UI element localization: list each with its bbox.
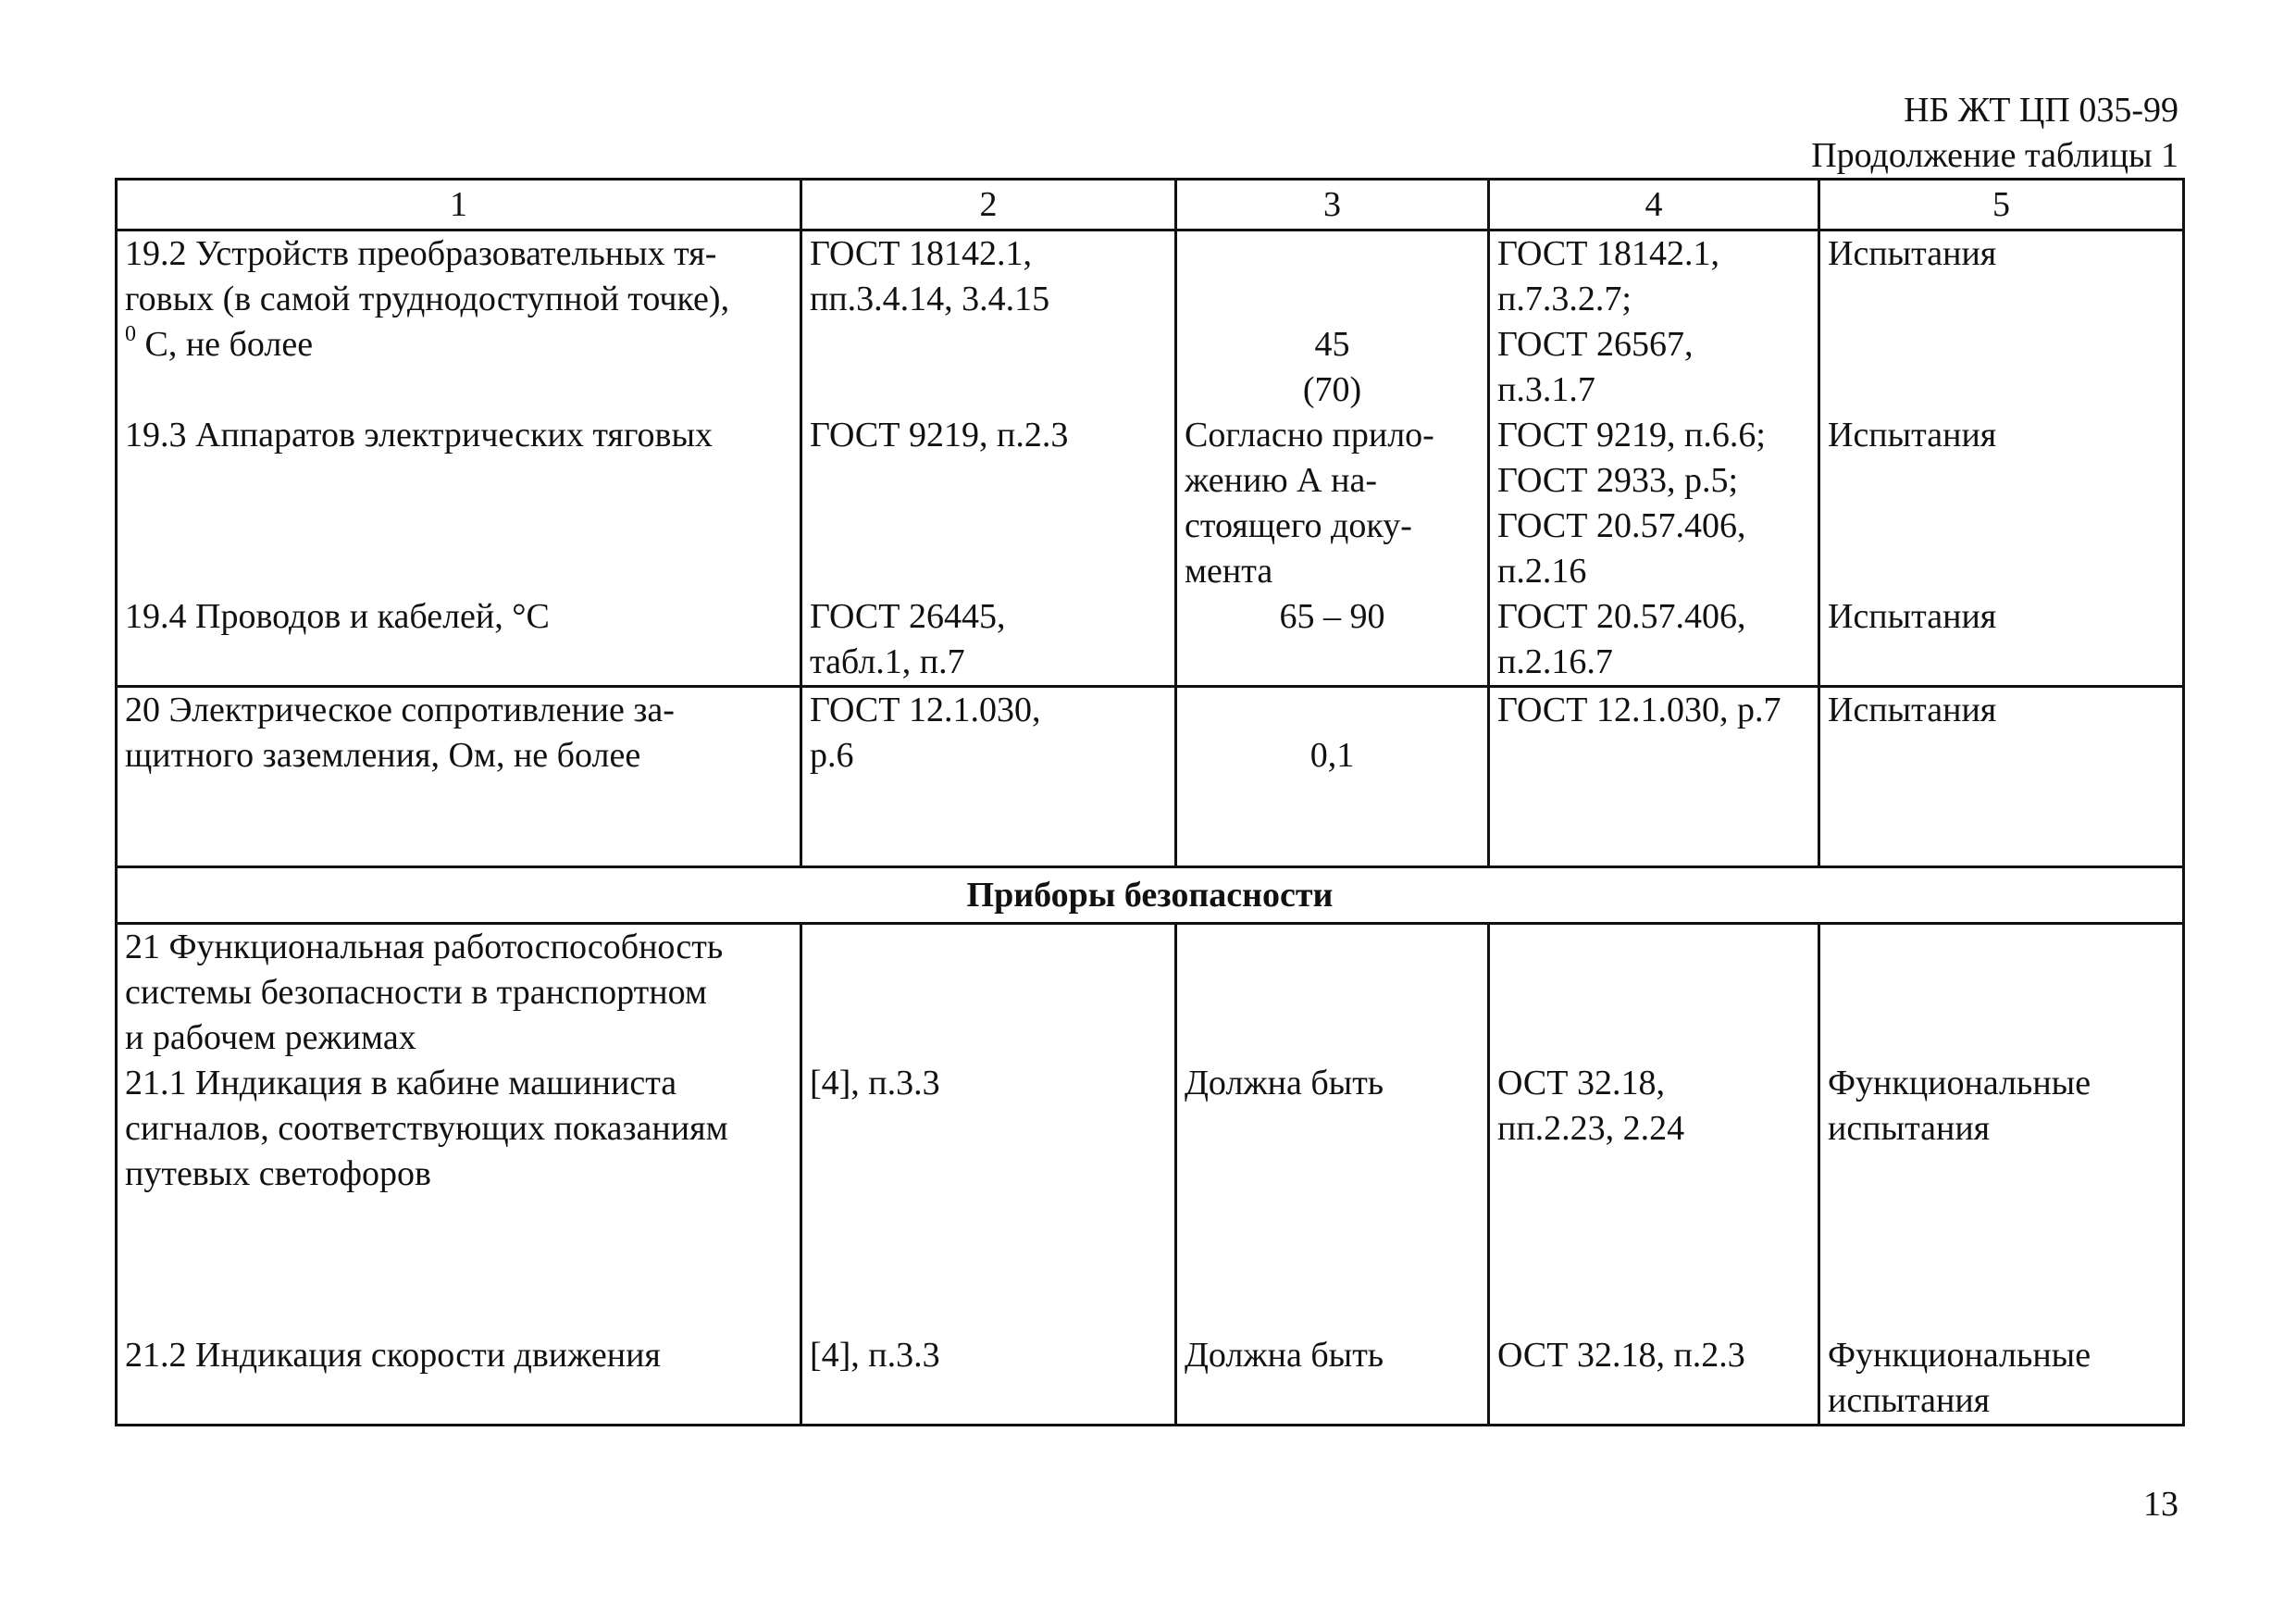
row-21-2-method: ОСТ 32.18, п.2.3 xyxy=(1497,1336,1745,1375)
row-21-1-standard: [4], п.3.3 xyxy=(810,1064,940,1102)
row-20-method: ГОСТ 12.1.030, р.7 xyxy=(1497,691,1781,729)
cell-parameter xyxy=(117,924,801,1426)
table-row-20 xyxy=(117,687,2184,867)
row-19-3-method-line: п.2.16 xyxy=(1497,552,1587,591)
row-19-2-value-alt: (70) xyxy=(1302,370,1362,409)
row-19-2-label-line xyxy=(125,322,792,367)
row-19-2-value: 45 xyxy=(1314,325,1350,364)
cell-parameter xyxy=(117,230,801,687)
row-20-standard-line: р.6 xyxy=(810,736,854,775)
cell-test-method xyxy=(1489,687,1819,867)
row-21-label-line: 21 Функциональная работоспособность xyxy=(125,928,724,966)
cell-norm-value xyxy=(1176,924,1489,1426)
column-header-4: 4 xyxy=(1489,180,1819,230)
row-19-2-method-line: п.7.3.2.7; xyxy=(1497,280,1632,318)
row-21-2-control-line: испытания xyxy=(1828,1381,1991,1420)
row-21-1-method-line: ОСТ 32.18, xyxy=(1497,1064,1665,1102)
row-19-2-unit-text: С, не более xyxy=(144,325,314,364)
row-19-3-method-line: ГОСТ 9219, п.6.6; xyxy=(1497,416,1766,455)
row-21-label-line: системы безопасности в транспортном xyxy=(125,973,707,1012)
row-21-label-line: и рабочем режимах xyxy=(125,1018,416,1057)
row-19-2-standard-line: пп.3.4.14, 3.4.15 xyxy=(810,280,1050,318)
row-19-3-method-line: ГОСТ 2933, р.5; xyxy=(1497,461,1739,500)
row-19-2-method-line: ГОСТ 18142.1, xyxy=(1497,234,1719,273)
row-19-4-standard-line: табл.1, п.7 xyxy=(810,642,965,681)
row-21-1-control-line: Функциональные xyxy=(1828,1064,2091,1102)
row-19-2-label-line: говых (в самой труднодоступной точке), xyxy=(125,280,730,318)
row-19-3-label: 19.3 Аппаратов электрических тяговых xyxy=(125,416,714,455)
row-19-4-method-line: п.2.16.7 xyxy=(1497,642,1613,681)
row-21-1-label-line: путевых светофоров xyxy=(125,1154,431,1193)
row-19-2-control: Испытания xyxy=(1828,234,1997,273)
row-19-2-method-line: ГОСТ 26567, xyxy=(1497,325,1694,364)
column-header-2: 2 xyxy=(801,180,1176,230)
column-header-1: 1 xyxy=(117,180,801,230)
cell-control-type xyxy=(1819,230,2184,687)
row-19-4-label: 19.4 Проводов и кабелей, °С xyxy=(125,597,550,636)
table-header-row xyxy=(117,180,2184,230)
page-number: 13 xyxy=(2143,1485,2178,1524)
row-20-label-line: щитного заземления, Ом, не более xyxy=(125,736,641,775)
row-21-1-method-line: пп.2.23, 2.24 xyxy=(1497,1109,1685,1148)
cell-normative-document xyxy=(801,230,1176,687)
row-20-value: 0,1 xyxy=(1309,736,1355,775)
cell-norm-value xyxy=(1176,687,1489,867)
row-19-3-method-line: ГОСТ 20.57.406, xyxy=(1497,506,1746,545)
row-19-3-value-line: жению А на- xyxy=(1185,461,1377,500)
section-title: Приборы безопасности xyxy=(117,867,2184,924)
row-20-standard-line: ГОСТ 12.1.030, xyxy=(810,691,1041,729)
row-19-2-standard-line: ГОСТ 18142.1, xyxy=(810,234,1032,273)
table-row-group-21 xyxy=(117,924,2184,1426)
row-21-2-label: 21.2 Индикация скорости движения xyxy=(125,1336,661,1375)
row-20-label-line: 20 Электрическое сопротивление за- xyxy=(125,691,675,729)
row-19-3-value-line: стоящего доку- xyxy=(1185,506,1412,545)
table-continuation-label: Продолжение таблицы 1 xyxy=(1811,136,2178,175)
row-21-1-value: Должна быть xyxy=(1185,1064,1384,1102)
row-19-4-method-line: ГОСТ 20.57.406, xyxy=(1497,597,1746,636)
row-21-2-standard: [4], п.3.3 xyxy=(810,1336,940,1375)
row-21-1-control-line: испытания xyxy=(1828,1109,1991,1148)
row-19-4-standard-line: ГОСТ 26445, xyxy=(810,597,1006,636)
row-21-1-label-line: сигналов, соответствующих показаниям xyxy=(125,1109,728,1148)
row-19-4-value: 65 – 90 xyxy=(1279,597,1385,636)
cell-normative-document xyxy=(801,924,1176,1426)
cell-control-type xyxy=(1819,924,2184,1426)
row-21-2-value: Должна быть xyxy=(1185,1336,1384,1375)
cell-test-method xyxy=(1489,230,1819,687)
row-19-3-control: Испытания xyxy=(1828,416,1997,455)
cell-parameter xyxy=(117,687,801,867)
cell-test-method xyxy=(1489,924,1819,1426)
cell-norm-value xyxy=(1176,230,1489,687)
row-21-1-label-line: 21.1 Индикация в кабине машиниста xyxy=(125,1064,677,1102)
row-19-3-value-line: мента xyxy=(1185,552,1273,591)
row-19-4-control: Испытания xyxy=(1828,597,1997,636)
table-row-group-19 xyxy=(117,230,2184,687)
degree-superscript: 0 xyxy=(125,322,136,346)
requirements-table xyxy=(115,178,2185,1426)
column-header-3: 3 xyxy=(1176,180,1489,230)
cell-control-type xyxy=(1819,687,2184,867)
row-19-3-standard: ГОСТ 9219, п.2.3 xyxy=(810,416,1069,455)
row-19-3-value-line: Согласно прило- xyxy=(1185,416,1434,455)
cell-normative-document xyxy=(801,687,1176,867)
row-21-2-control-line: Функциональные xyxy=(1828,1336,2091,1375)
row-19-2-label-line: 19.2 Устройств преобразовательных тя- xyxy=(125,234,717,273)
row-20-control: Испытания xyxy=(1828,691,1997,729)
column-header-5: 5 xyxy=(1819,180,2184,230)
section-header-row xyxy=(117,867,2184,924)
row-19-2-method-line: п.3.1.7 xyxy=(1497,370,1595,409)
document-code: НБ ЖТ ЦП 035-99 xyxy=(1904,91,2178,130)
